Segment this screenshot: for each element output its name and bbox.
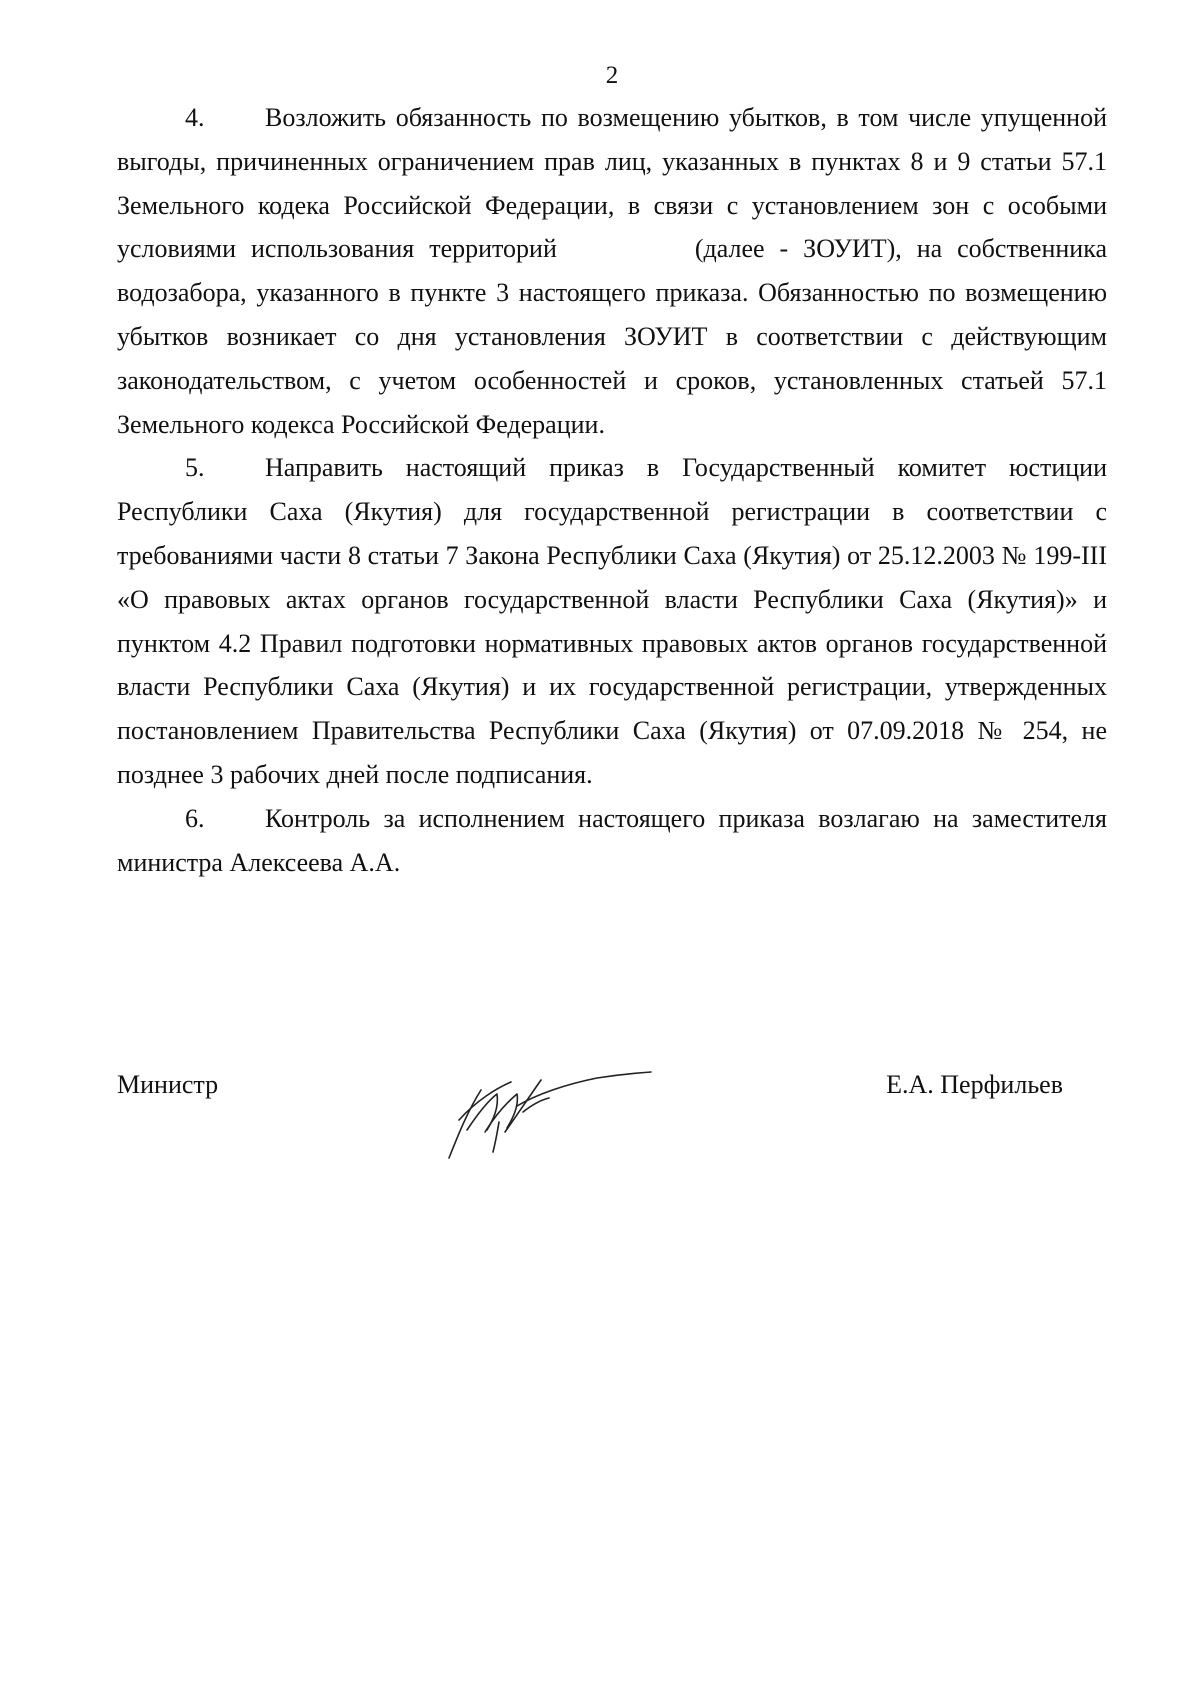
paragraph-number: 6.	[185, 803, 205, 833]
paragraph-text: Контроль за исполнением настоящего приказа возлагаю на заместителя министра Алексеева А.А.	[117, 803, 1107, 877]
document-body	[117, 96, 1107, 884]
paragraph-6	[117, 797, 1107, 885]
paragraph-text: Возложить обязанность по возмещению убытков, в том числе упущенной выгоды, причиненных ограничением прав лиц, указанных в пунктах 8 и 9 статьи 57.1 Земельного кодека Российской Федерации, в связи с установлением зон с особыми условиями использования территорий	[117, 103, 1107, 264]
paragraph-text: (далее - ЗОУИТ), на собственника водозабора, указанного в пункте 3 настоящего приказа. Обязанностью по возмещению убытков возникает со дня установления ЗОУИТ в соответствии с действующим законодательством, с учетом особенностей и сроков, установленных статьей 57.1 Земельного кодекса Российской Федерации.	[117, 234, 1107, 439]
paragraph-4	[117, 96, 1107, 446]
paragraph-number: 5.	[185, 453, 205, 483]
page-number: 2	[605, 62, 619, 89]
signatory-name: Е.А. Перфильев	[886, 1070, 1063, 1099]
signature-block	[117, 1060, 1107, 1180]
paragraph-5	[117, 446, 1107, 796]
paragraph-text: Направить настоящий приказ в Государственный комитет юстиции Республики Саха (Якутия) для государственной регистрации в соответствии с требованиями части 8 статьи 7 Закона Республики Саха (Якутия) от 25.12.2003 № 199-III «О правовых актах органов государственной власти Республики Саха (Якутия)» и пунктом 4.2 Правил подготовки нормативных правовых актов органов государственной власти Республики Саха (Якутия) и их государственной регистрации, утвержденных постановлением Правительства Республики Саха (Якутия) от 07.09.2018 № 254, не позднее 3 рабочих дней после подписания.	[117, 453, 1107, 789]
paragraph-number: 4.	[185, 103, 205, 132]
signatory-title: Министр	[117, 1070, 219, 1099]
handwritten-signature	[437, 1060, 657, 1170]
